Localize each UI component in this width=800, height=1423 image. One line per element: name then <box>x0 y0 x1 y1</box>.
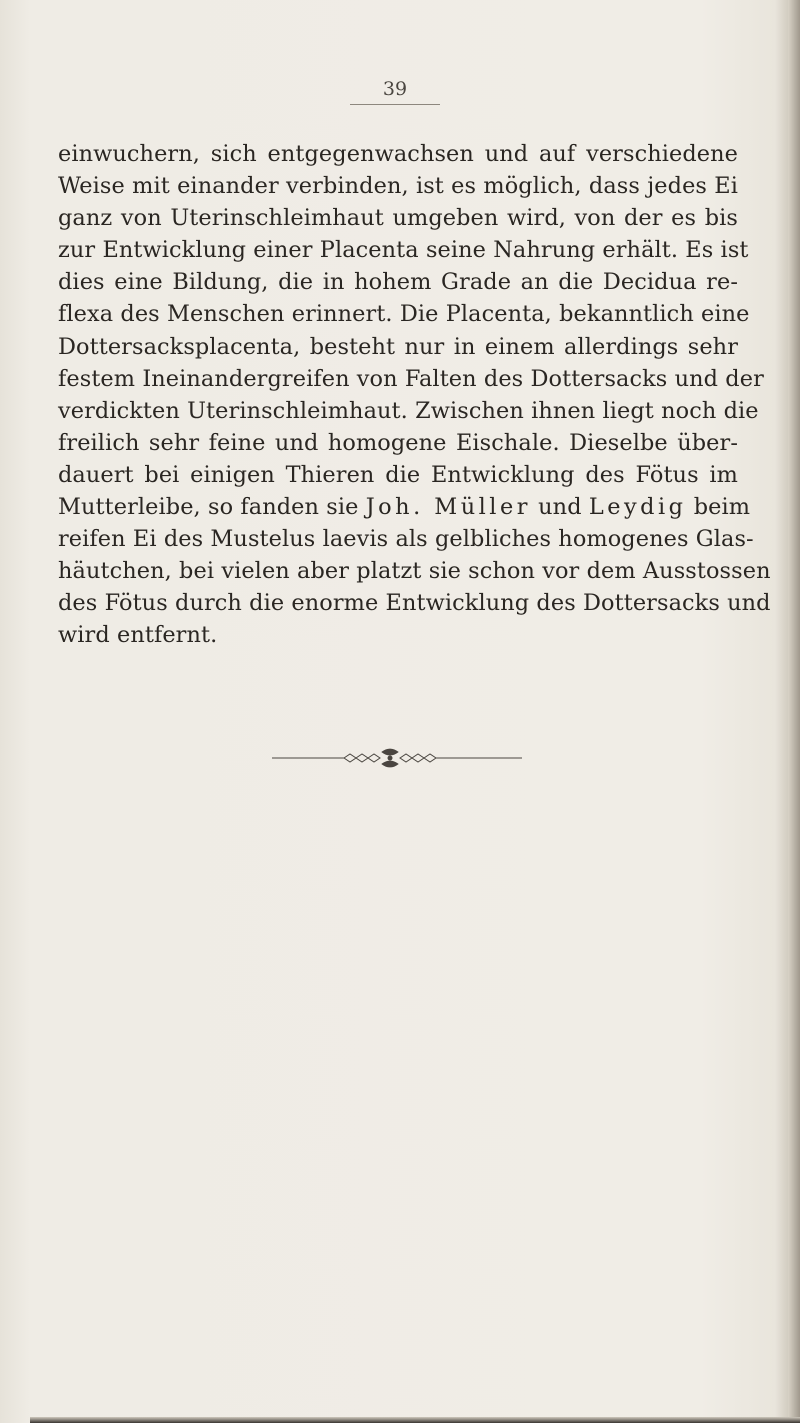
text-fragment: beim <box>693 494 751 521</box>
text-fragment: und <box>538 494 582 521</box>
text-line: Weise mit einander verbinden, ist es möglich, dass jedes Ei <box>58 173 738 200</box>
text-line: festem Ineinandergreifen von Falten des Dottersacks und der <box>58 365 764 392</box>
text-line: ganz von Uterinschleimhaut umgeben wird, von der es bis <box>58 205 738 232</box>
page-edge-shadow <box>788 0 800 1423</box>
text-line: einwuchern, sich entgegenwachsen und auf verschiedene <box>58 141 738 167</box>
text-line: reifen Ei des Mustelus laevis als gelbliches homogenes Glas- <box>58 526 754 553</box>
text-line: dauert bei einigen Thieren die Entwicklung des Fötus im <box>58 461 738 488</box>
text-line: flexa des Menschen erinnert. Die Placenta, bekanntlich eine <box>58 301 750 328</box>
body-text <box>58 138 771 652</box>
text-line: häutchen, bei vielen aber platzt sie schon vor dem Ausstossen <box>58 558 771 585</box>
text-line-with-authors <box>58 491 751 523</box>
text-line: verdickten Uterinschleimhaut. Zwischen ihnen liegt noch die <box>58 397 759 424</box>
page-bottom-edge <box>30 1417 800 1423</box>
text-line: dies eine Bildung, die in hohem Grade an die Decidua re- <box>58 269 738 296</box>
author-name-mueller: Joh. Müller <box>365 494 531 521</box>
page-number: 39 <box>350 78 440 105</box>
text-line: Dottersacksplacenta, besteht nur in einem allerdings sehr <box>58 333 738 360</box>
text-line: des Fötus durch die enorme Entwicklung des Dottersacks und <box>58 590 771 617</box>
section-end-ornament <box>272 748 522 768</box>
text-line: freilich sehr feine und homogene Eischale. Dieselbe über- <box>58 429 738 456</box>
text-fragment: Mutterleibe, so fanden sie <box>58 494 359 521</box>
text-line: wird entfernt. <box>58 622 218 649</box>
author-name-leydig: Leydig <box>588 494 687 521</box>
text-line: zur Entwicklung einer Placenta seine Nahrung erhält. Es ist <box>58 237 749 264</box>
